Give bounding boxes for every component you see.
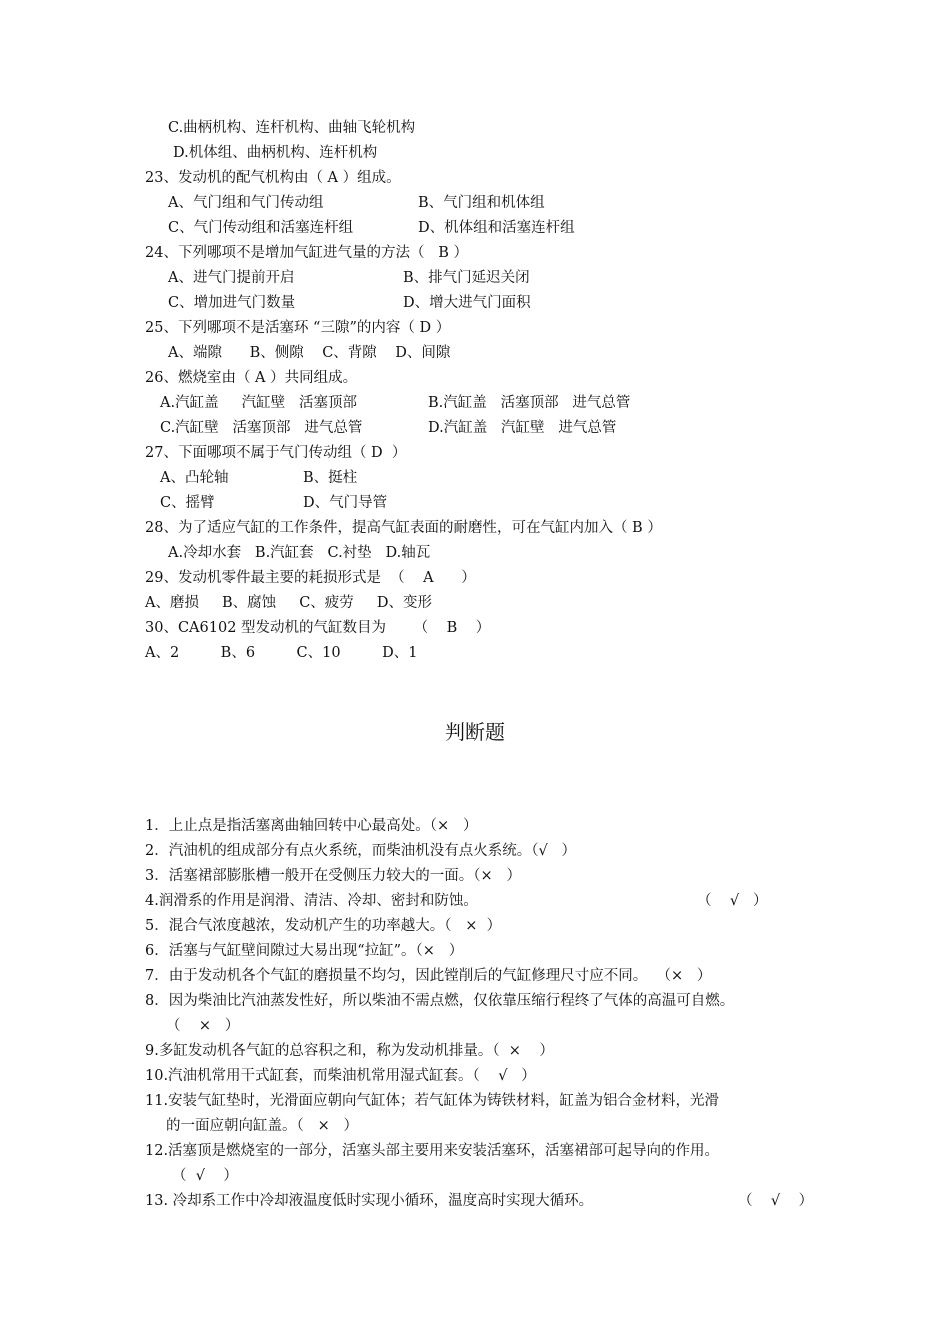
question-option-line: D、增大进气门面积: [403, 295, 531, 311]
question-option-line: A、气门组和气门传动组: [168, 195, 324, 211]
question-option-line: A、端隙 B、侧隙 C、背隙 D、间隙: [168, 345, 451, 361]
section-title: 判断题: [445, 720, 505, 744]
tf-item-5: 5．混合气浓度越浓，发动机产生的功率越大。（ × ）: [145, 918, 502, 934]
question-option-line: C、摇臂: [160, 495, 215, 511]
tf-item-3: 3．活塞裙部膨胀槽一般开在受侧压力较大的一面。（× ）: [145, 868, 521, 884]
tf-item-6: 6．活塞与气缸壁间隙过大易出现“拉缸”。（× ）: [145, 943, 464, 959]
tf-item-9: 9.多缸发动机各气缸的总容积之和，称为发动机排量。（ × ）: [145, 1043, 554, 1059]
tf-item-10: 10.汽油机常用干式缸套，而柴油机常用湿式缸套。（ √ ）: [145, 1068, 536, 1084]
tf-item-4: 4.润滑系的作用是润滑、清洁、冷却、密封和防蚀。: [145, 893, 478, 909]
tf-item-13-answer: （ √ ）: [738, 1193, 814, 1209]
question-option-line: A、进气门提前开启: [168, 270, 295, 286]
tf-item-13: 13. 冷却系工作中冷却液温度低时实现小循环，温度高时实现大循环。: [145, 1193, 594, 1209]
question-option-line: C.汽缸壁 活塞顶部 进气总管: [160, 420, 363, 436]
question-option-line: A、2 B、6 C、10 D、1: [145, 645, 418, 661]
tf-item-8-answer: （ × ）: [166, 1018, 240, 1034]
tf-item-11: 11.安装气缸垫时，光滑面应朝向气缸体；若气缸体为铸铁材料，缸盖为铝合金材料，光滑: [145, 1093, 720, 1109]
question-option-line: D.机体组、曲柄机构、连杆机构: [173, 145, 378, 161]
tf-item-4-answer: （ √ ）: [697, 893, 768, 909]
question-28: 28、为了适应气缸的工作条件，提高气缸表面的耐磨性，可在气缸内加入（ B ）: [145, 520, 662, 536]
question-option-line: B、排气门延迟关闭: [403, 270, 530, 286]
question-option-line: B.汽缸盖 活塞顶部 进气总管: [428, 395, 631, 411]
question-option-line: B、气门组和机体组: [418, 195, 545, 211]
tf-item-12-answer: （ √ ）: [172, 1168, 238, 1184]
question-option-line: D、机体组和活塞连杆组: [418, 220, 575, 236]
tf-item-2: 2．汽油机的组成部分有点火系统，而柴油机没有点火系统。（√ ）: [145, 843, 577, 859]
question-26: 26、燃烧室由（ A ）共同组成。: [145, 370, 358, 386]
question-25: 25、下列哪项不是活塞环 “三隙”的内容（ D ）: [145, 320, 451, 336]
question-option-line: A、磨损 B、腐蚀 C、疲劳 D、变形: [145, 595, 432, 611]
question-option-line: D、气门导管: [303, 495, 388, 511]
question-option-line: D.汽缸盖 汽缸壁 进气总管: [428, 420, 617, 436]
question-option-line: A.汽缸盖 汽缸壁 活塞顶部: [160, 395, 357, 411]
tf-item-7: 7．由于发动机各个气缸的磨损量不均匀，因此镗削后的气缸修理尺寸应不同。 （× ）: [145, 968, 712, 984]
question-23: 23、发动机的配气机构由（ A ）组成。: [145, 170, 401, 186]
question-option-line: B、挺柱: [303, 470, 358, 486]
question-option-line: C.曲柄机构、连杆机构、曲轴飞轮机构: [168, 120, 416, 136]
tf-item-1: 1．上止点是指活塞离曲轴回转中心最高处。（× ）: [145, 818, 478, 834]
question-option-line: A、凸轮轴: [160, 470, 229, 486]
question-29: 29、发动机零件最主要的耗损形式是 （ A ）: [145, 570, 476, 586]
tf-item-12: 12.活塞顶是燃烧室的一部分，活塞头部主要用来安装活塞环，活塞裙部可起导向的作用。: [145, 1143, 720, 1159]
question-option-line: A.冷却水套 B.汽缸套 C.衬垫 D.轴瓦: [168, 545, 431, 561]
question-27: 27、下面哪项不属于气门传动组（ D ）: [145, 445, 407, 461]
tf-item-11-cont: 的一面应朝向缸盖。（ × ）: [166, 1118, 359, 1134]
question-30: 30、CA6102 型发动机的气缸数目为 （ B ）: [145, 620, 491, 636]
question-option-line: C、增加进气门数量: [168, 295, 296, 311]
question-24: 24、下列哪项不是增加气缸进气量的方法（ B ）: [145, 245, 469, 261]
question-option-line: C、气门传动组和活塞连杆组: [168, 220, 354, 236]
tf-item-8: 8．因为柴油比汽油蒸发性好，所以柴油不需点燃，仅依靠压缩行程终了气体的高温可自燃。: [145, 993, 735, 1009]
